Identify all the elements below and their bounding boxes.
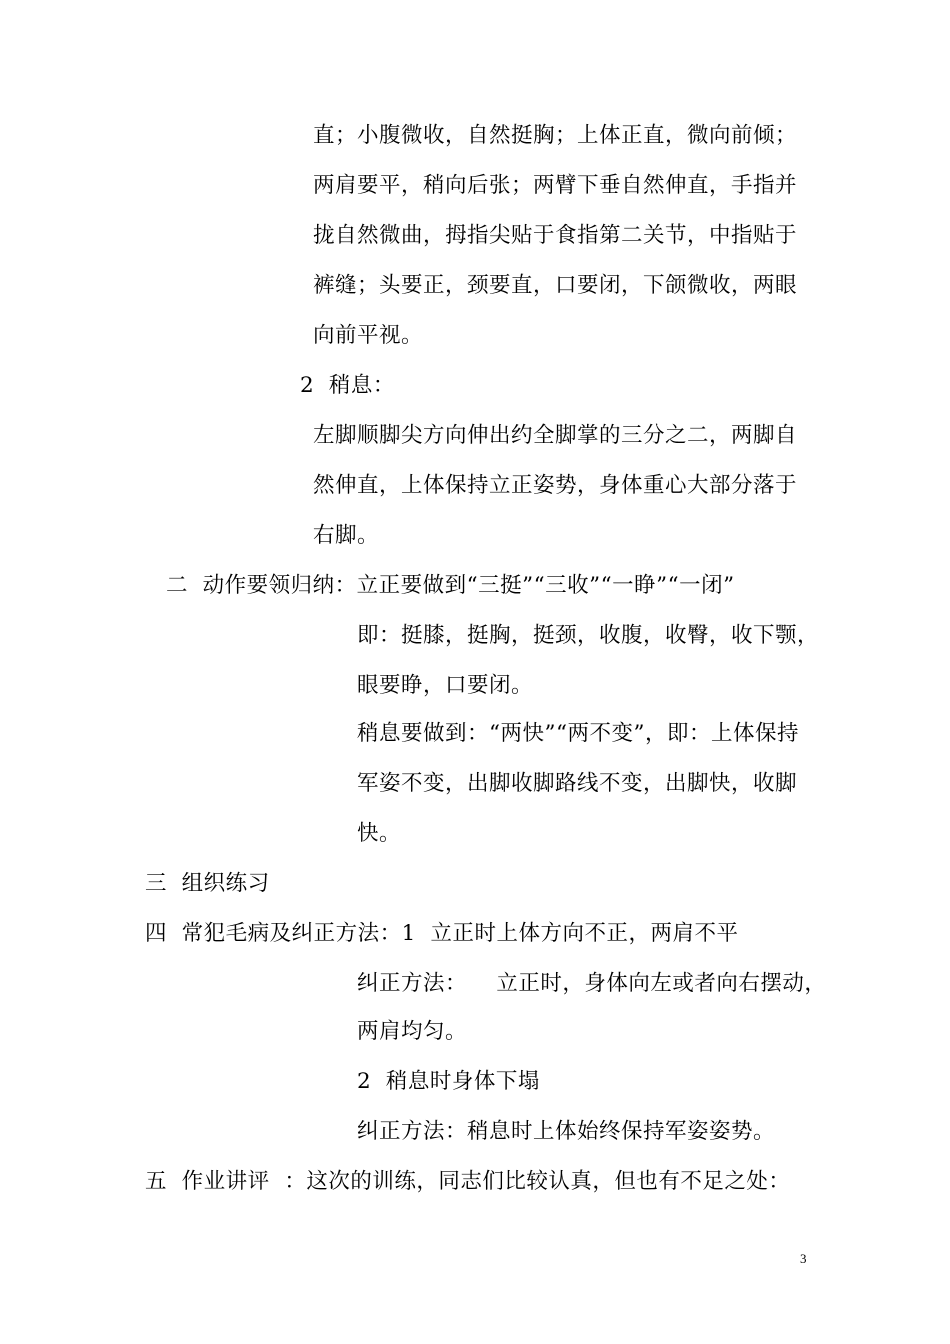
body-line: 直；小腹微收，自然挺胸；上体正直，微向前倾； [313,123,798,148]
body-line: 纠正方法： 立正时，身体向左或者向右摆动， [357,971,827,996]
body-line: 左脚顺脚尖方向伸出约全脚掌的三分之二，两脚自 [313,423,798,448]
body-line: 即：挺膝，挺胸，挺颈，收腹，收臀，收下颚， [357,623,820,648]
body-line: 稍息要做到：“两快”“两不变”，即：上体保持 [357,721,799,746]
body-line: 两肩均匀。 [357,1019,468,1044]
section-heading-2: 二 动作要领归纳：立正要做到“三挺”“三收”“一睁”“一闭” [166,573,735,598]
body-line: 然伸直，上体保持立正姿势，身体重心大部分落于 [313,473,798,498]
body-line: 眼要睁，口要闭。 [357,673,534,698]
page-number: 3 [800,1251,807,1266]
section-heading-4: 四 常犯毛病及纠正方法：1 立正时上体方向不正，两肩不平 [145,921,739,946]
subheading-rest: 2 稍息： [300,373,395,398]
body-line: 军姿不变，出脚收脚路线不变，出脚快，收脚 [357,771,798,796]
body-line: 裤缝；头要正，颈要直，口要闭，下颌微收，两眼 [313,273,798,298]
body-line: 右脚。 [313,523,380,548]
section-heading-3: 三 组织练习 [145,871,270,896]
section-heading-5: 五 作业讲评 ：这次的训练，同志们比较认真，但也有不足之处： [145,1169,791,1194]
body-line: 两肩要平，稍向后张；两臂下垂自然伸直，手指并 [313,173,798,198]
body-line: 拢自然微曲，拇指尖贴于食指第二关节，中指贴于 [313,223,798,248]
body-line: 向前平视。 [313,323,424,348]
body-line: 纠正方法：稍息时上体始终保持军姿姿势。 [357,1119,776,1144]
body-line: 2 稍息时身体下塌 [357,1069,540,1094]
body-line: 快。 [357,821,402,846]
